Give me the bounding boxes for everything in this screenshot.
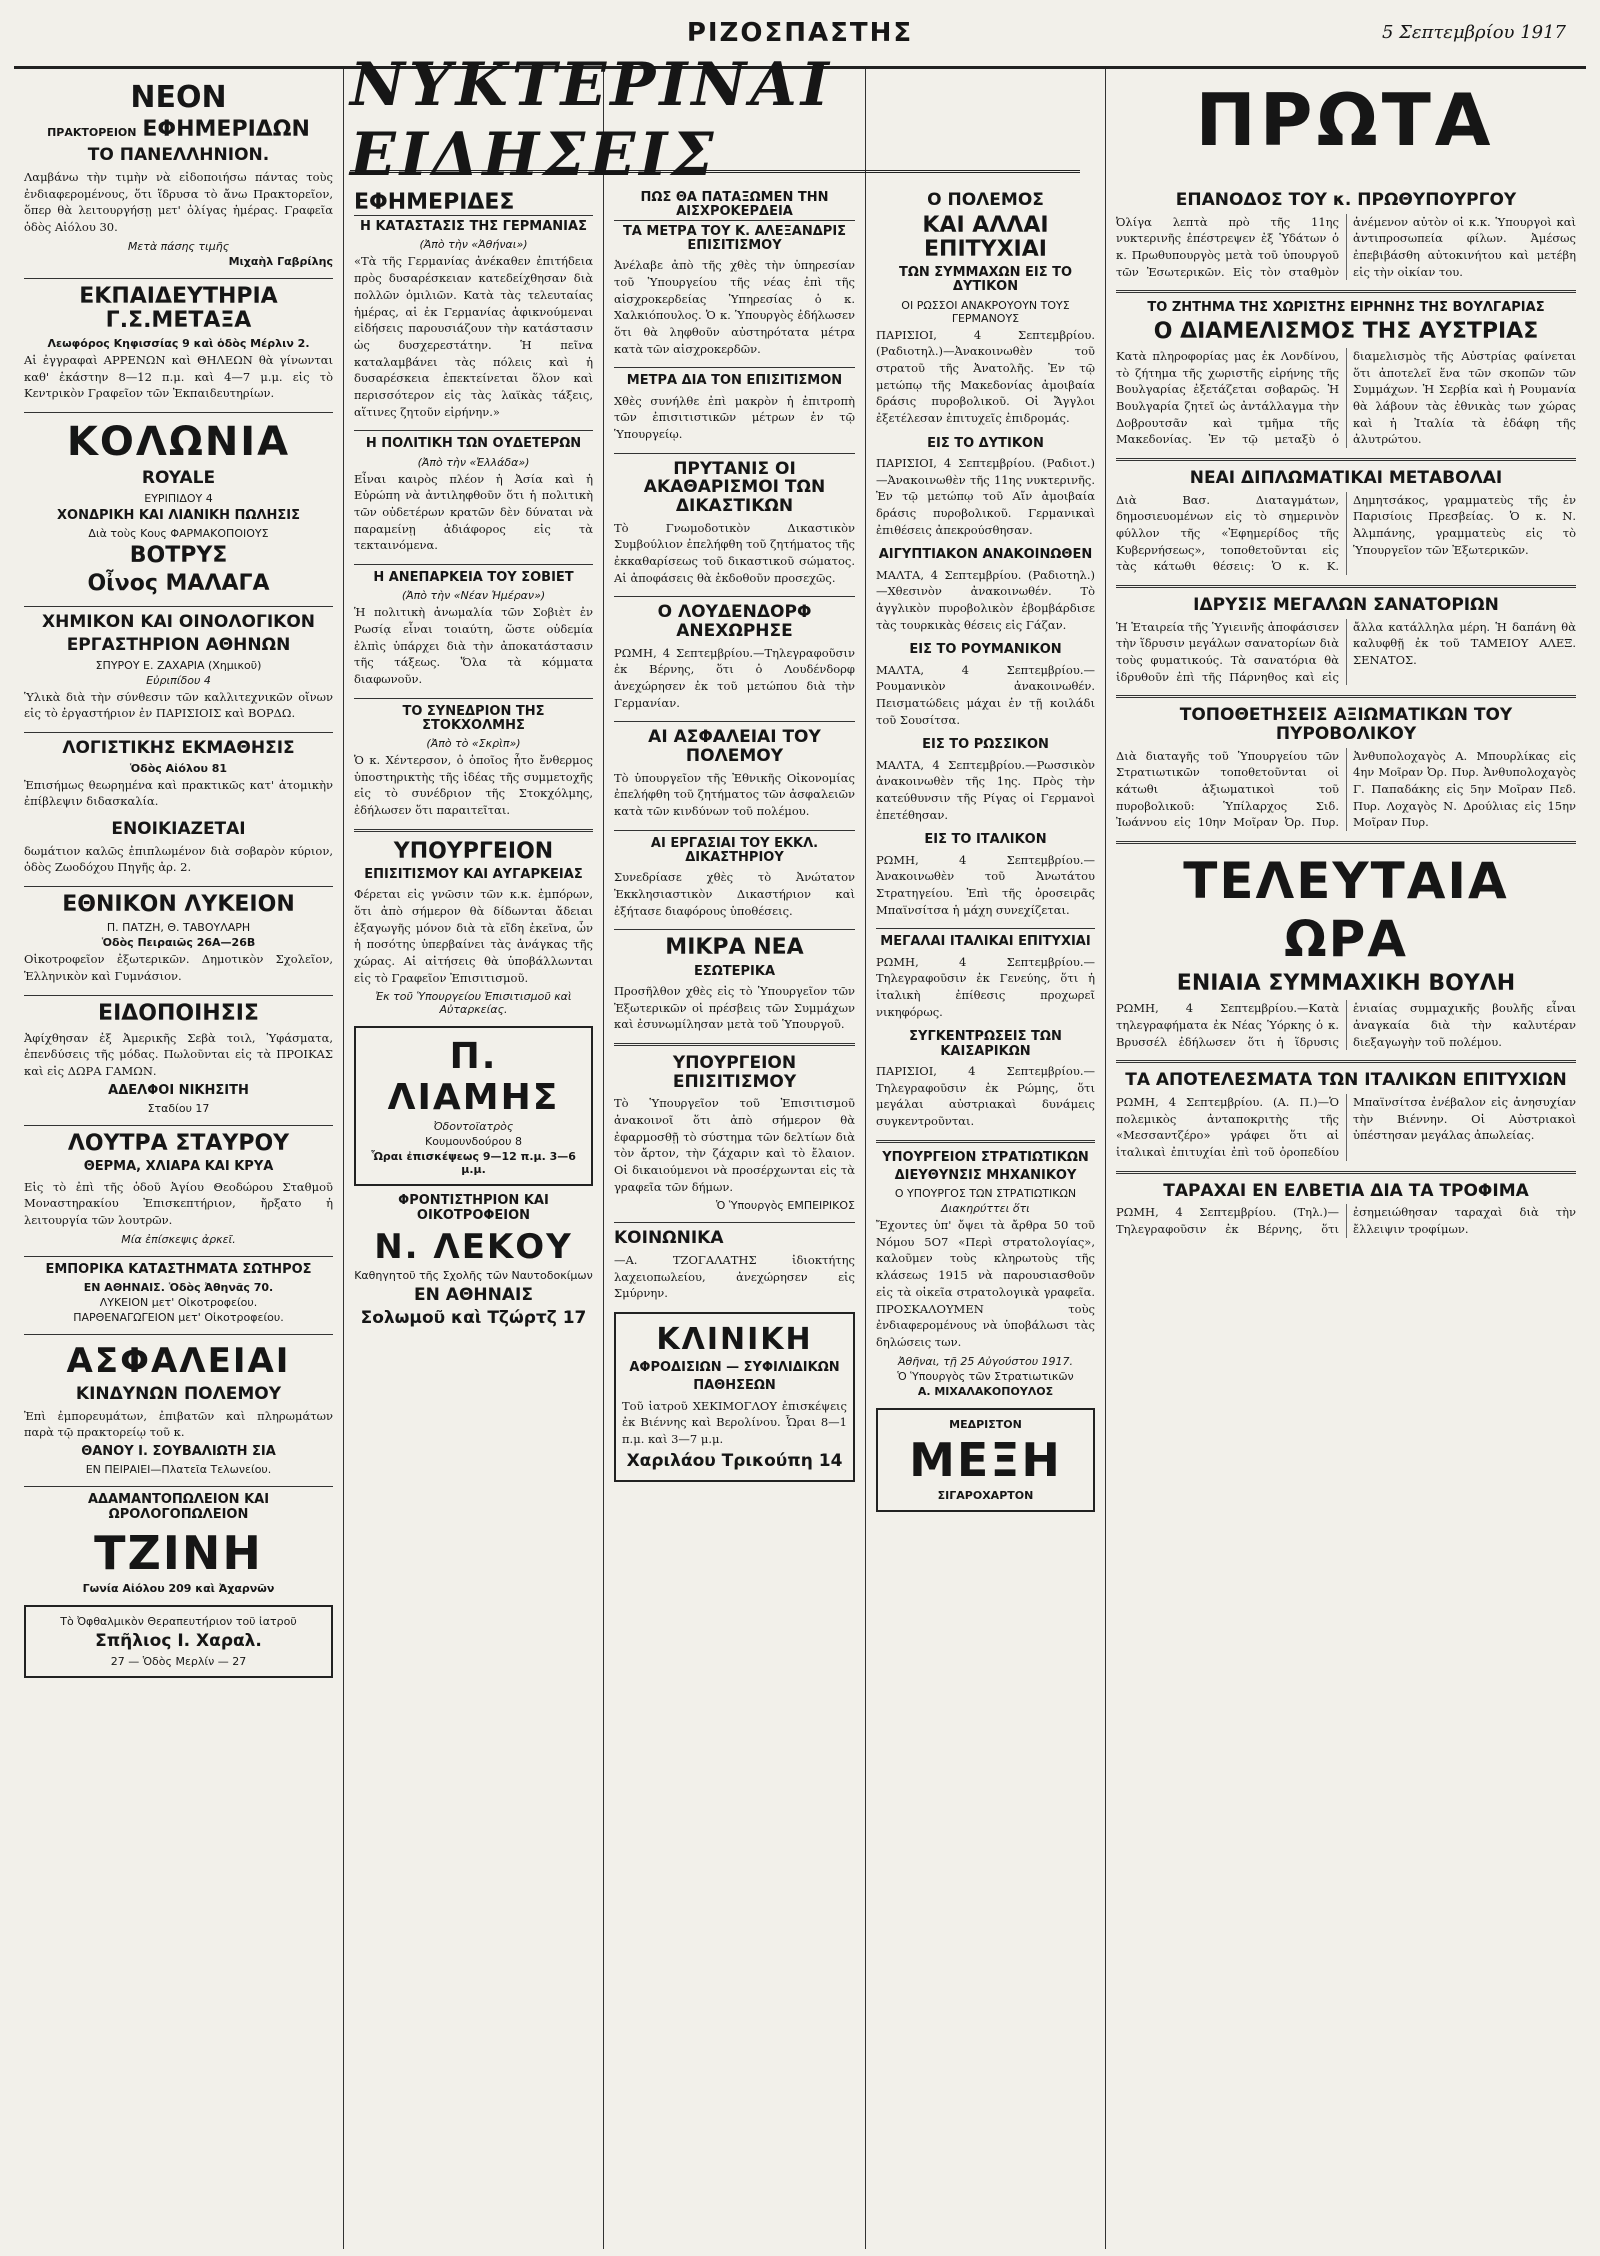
ad-eidopoiisis-body: Ἀφίχθησαν ἐξ Ἀμερικῆς Σεβὰ τοιλ, Ὑφάσματα, ἐπενδύσεις τῆς μόδας. Πωλοῦνται εἰς τὰ ΠΡΟΙΚΑΣ καὶ εἰς ΔΩΡΑ ΓΑΜΩΝ. (24, 1030, 333, 1079)
efimerides-head: ΕΦΗΜΕΡΙΔΕΣ (354, 191, 593, 216)
stratiotikon-sub2: Ο ΥΠΟΥΡΓΟΣ ΤΩΝ ΣΤΡΑΤΙΩΤΙΚΩΝ (894, 1187, 1077, 1201)
ad-kolonia-head: ΚΟΛΩΝΙΑ (66, 418, 291, 465)
article-zitima (1116, 301, 1576, 448)
article-koinonika (614, 1229, 855, 1302)
loudend-head: Ο ΛΟΥΔΕΝΔΟΡΦ ΑΝΕΧΩΡΗΣΕ (657, 602, 812, 641)
sanatoria-head: ΙΔΡΥΣΙΣ ΜΕΓΑΛΩΝ ΣΑΝΑΤΟΡΙΩΝ (1193, 594, 1499, 615)
ad-lekos-name: Ν. ΛΕΚΟΥ (374, 1226, 573, 1267)
ad-soteros-line3: ΠΑΡΘΕΝΑΓΩΓΕΙΟΝ μετ' Οἰκοτροφείου. (73, 1310, 284, 1324)
column-4 (866, 69, 1106, 2249)
ad-chimikon-body: Ὑλικὰ διὰ τὴν σύνθεσιν τῶν καλλιτεχνικῶν οἴνων εἰς τὸ ἐργαστήριον ἐν ΠΑΡΙΣΙΟΙΣ καὶ ΒΟΡΔΩ. (24, 689, 333, 721)
stratiotikon-signer: Α. ΜΙΧΑΛΑΚΟΠΟΥΛΟΣ (917, 1384, 1054, 1398)
teleutaia-head: ΤΕΛΕΥΤΑΙΑ ΩΡΑ (1183, 852, 1509, 969)
stratiotikon-sign: Ὁ Ὑπουργὸς τῶν Στρατιωτικῶν (897, 1369, 1074, 1383)
ypourgeion-sub: ΕΠΙΣΙΤΙΣΜΟΥ ΚΑΙ ΑΥΓΑΡΚΕΙΑΣ (364, 866, 583, 882)
ad-enoik-body: δωμάτιον καλῶς ἐπιπλωμένον διὰ σοβαρὸν κύριον, ὁδὸς Ζωοδόχου Πηγῆς ἀρ. 2. (24, 843, 333, 875)
episitismos-sign: Ὁ Ὑπουργὸς ΕΜΠΕΙΡΙΚΟΣ (716, 1199, 855, 1213)
aigiptiakon-head: ΑΙΓΥΠΤΙΑΚΟΝ ΑΝΑΚΟΙΝΩΘΕΝ (878, 547, 1093, 563)
italikon-head: ΕΙΣ ΤΟ ΙΤΑΛΙΚΟΝ (924, 832, 1047, 848)
article-rossikon (876, 738, 1095, 823)
article-stratiotikon (876, 1151, 1095, 1398)
ad-asfaleiai-sub: ΚΙΝΔΥΝΩΝ ΠΟΛΕΜΟΥ (75, 1383, 282, 1404)
article-diplomatikai (1116, 469, 1576, 575)
ad-liamis-hours: Ὧραι ἐπισκέψεως 9—12 π.μ. 3—6 μ.μ. (371, 1150, 576, 1177)
epanodos-body: Ὀλίγα λεπτὰ πρὸ τῆς 11ης νυκτερινῆς ἐπέστρεψεν ἐξ Ὑδάτων ὁ κ. Πρωθυπουργὸς μετὰ τοῦ ὑπουργοῦ τῶν Ἐσωτερικῶν. Εἰς τὸν σταθμὸν ἀνέμενον αὐτὸν οἱ κ.κ. Ὑπουργοὶ καὶ ἀντιπροσωπεία φίλων. Ἀμέσως ἐπεβιβάσθη αὐτοκινήτου καὶ μετέβη εἰς τὴν οἰκίαν του. (1116, 214, 1576, 279)
rossikon-head: ΕΙΣ ΤΟ ΡΩΣΣΙΚΟΝ (922, 737, 1049, 753)
ad-soteros (24, 1263, 333, 1324)
dytikon-body: ΠΑΡΙΣΙΟΙ, 4 Σεπτεμβρίου. (Ραδιοτ.)—Ἀνακοινωθὲν τῆς 11ης νυκτερινῆς. Ἐν τῷ μετώπῳ τοῦ Αἴν ἀμοιβαία δράσις πυροβολικοῦ. Γερμανικαὶ ἐπιθέσεις ἀπεκρούσθησαν. (876, 455, 1095, 537)
ad-ophth-name: Σπῆλιος Ι. Χαραλ. (95, 1630, 262, 1651)
ad-lekos (354, 1194, 593, 1327)
ad-metaxa-head: ΕΚΠΑΙΔΕΥΤΗΡΙΑ Γ.Σ.ΜΕΤΑΞΑ (79, 283, 278, 333)
synedr-src: (Ἀπὸ τὸ «Σκρὶπ») (426, 737, 521, 751)
oudeteroi-src: (Ἀπὸ τὴν «Ἑλλάδα») (417, 455, 530, 469)
topothetiseis-body: Διὰ διαταγῆς τοῦ Ὑπουργείου τῶν Στρατιωτικῶν τοποθετοῦνται οἱ κάτωθι ἀξιωματικοὶ τοῦ πυροβολικοῦ: Ὑπίλαρχος Σιδ. Ἰωάννου εἰς 10ην Μοῖραν Ὀρ. Πυρ. Ἀνθυπολοχαγὸς Α. Μπουρλίκας εἰς 4ην Μοῖραν Ὀρ. Πυρ. Ἀνθυπολοχαγὸς Γ. Παπαδάκης εἰς 5ην Μοῖραν Πεδ. Πυρ. Λοχαγὸς Ν. Δρούλιας εἰς 15ην Μοῖραν Πυρ. (1116, 748, 1576, 830)
paper-name: ΡΙΖΟΣΠΑΣΤΗΣ (686, 18, 914, 48)
zitima-sub: Ο ΔΙΑΜΕΛΙΣΜΟΣ ΤΗΣ ΑΥΣΤΡΙΑΣ (1153, 318, 1539, 344)
rossikon-body: ΜΑΛΤΑ, 4 Σεπτεμβρίου.—Ρωσσικὸν ἀνακοινωθὲν τῆς 1ης. Πρὸς τὴν κατεύθυνσιν τῆς Ρίγας οἱ Γερμανοὶ ἐπετέθησαν. (876, 757, 1095, 822)
taraxai-body: ΡΩΜΗ, 4 Σεπτεμβρίου. (Τηλ.)—Τηλεγραφοῦσιν ἐκ Βέρνης, ὅτι ἐσημειώθησαν ταραχαὶ διὰ τὴν ἔλλειψιν τροφίμων. (1116, 1205, 1576, 1236)
ad-kliniki-sub2: ΠΑΘΗΣΕΩΝ (693, 1378, 776, 1394)
ad-logistikis (24, 739, 333, 810)
banner-night-news: ΝΥΚΤΕΡΙΝΑΙ ΕΙΔΗΣΕΙΣ (350, 70, 1080, 173)
ad-metaxa (24, 285, 333, 402)
topothetiseis-head: ΤΟΠΟΘΕΤΗΣΕΙΣ ΑΞΙΩΜΑΤΙΚΩΝ ΤΟΥ ΠΥΡΟΒΟΛΙΚΟΥ (1179, 705, 1513, 744)
article-italikon-epityxion (1116, 1071, 1576, 1160)
article-italikon (876, 833, 1095, 918)
column-1 (14, 69, 344, 2249)
ad-tzini-head: ΑΔΑΜΑΝΤΟΠΩΛΕΙΟΝ ΚΑΙ ΩΡΟΛΟΓΟΠΩΛΕΙΟΝ (87, 1492, 270, 1522)
pos-body: Ἀνέλαβε ἀπὸ τῆς χθὲς τὴν ὑπηρεσίαν τοῦ Ὑπουργείου τῆς νέας ἐπὶ τῆς αἰσχροκερδείας Ὑπηρεσίας ὁ κ. Χαλκιόπουλος. Ὁ κ. Ὑπουργὸς ἐδήλωσεν ὅτι θὰ ληφθοῦν αὐστηρότατα μέτρα κατὰ τῶν αἰσχροκερδῶν. (614, 258, 855, 356)
ad-mexi-name: ΜΕΞΗ (909, 1432, 1062, 1487)
ad-metaxa-body: Αἱ ἐγγραφαὶ ΑΡΡΕΝΩΝ καὶ ΘΗΛΕΩΝ θὰ γίνωνται καθ' ἑκάστην 8—12 π.μ. καὶ 4—7 μ.μ. εἰς τὸ Κεντρικὸν Γραφεῖον τῶν Ἐκπαιδευτηρίων. (24, 352, 333, 401)
roumanikon-body: ΜΑΛΤΑ, 4 Σεπτεμβρίου.—Ρουμανικὸν ἀνακοινωθέν. Πεισματώδεις μάχαι ἐν τῇ κοιλάδι τοῦ Σουσίτσα. (876, 662, 1095, 727)
article-sovjet (354, 571, 593, 688)
koinonika-body: —Α. ΤΖΟΓΑΛΑΤΗΣ ἰδιοκτήτης λαχειοπωλείου, ἀνεχώρησεν εἰς Σμύρνην. (614, 1252, 855, 1301)
sovjet-head: Η ΑΝΕΠΑΡΚΕΙΑ ΤΟΥ ΣΟΒΙΕΤ (373, 569, 574, 585)
megalai-body: ΡΩΜΗ, 4 Σεπτεμβρίου.—Τηλεγραφοῦσιν ἐκ Γενεύης, ὅτι ἡ ἰταλικὴ ἐπίθεσις προχωρεῖ νικηφόρως. (876, 954, 1095, 1019)
ad-tzini-addr: Γωνία Αἰόλου 209 καὶ Ἀχαρνῶν (82, 1581, 275, 1595)
ad-soteros-head: ΕΜΠΟΡΙΚΑ ΚΑΤΑΣΤΗΜΑΤΑ ΣΩΤΗΡΟΣ (45, 1261, 312, 1277)
ad-liamis-name: Π. ΛΙΑΜΗΣ (387, 1036, 560, 1119)
ad-asfaleiai-addr: ΕΝ ΠΕΙΡΑΙΕΙ—Πλατεῖα Τελωνείου. (85, 1463, 272, 1477)
article-topothetiseis (1116, 706, 1576, 831)
ad-logistikis-addr: Ὁδὸς Αἰόλου 81 (129, 761, 228, 775)
stratiotikon-sub3: Διακηρύττει ὅτι (941, 1202, 1030, 1216)
oudeteroi-body: Εἶναι καιρὸς πλέον ἡ Ἀσία καὶ ἡ Εὐρώπη νὰ ἀντιληφθοῦν ὅτι ἡ πολιτικὴ τῶν οὐδετέρων κρατῶν δὲν δύναται νὰ παραμείνῃ ἀδιάφορος εἰς τὰ τεκταινόμενα. (354, 471, 593, 553)
ad-ethnikon-head: ΕΘΝΙΚΟΝ ΛΥΚΕΙΟΝ (62, 892, 295, 918)
article-roumanikon (876, 643, 1095, 728)
efimerides-src: (Ἀπὸ τὴν «Ἀθήναι») (419, 238, 528, 252)
ad-loutra-sub: ΘΕΡΜΑ, ΧΛΙΑΡΑ ΚΑΙ ΚΡΥΑ (83, 1159, 274, 1175)
synedr-body: Ὁ κ. Χέντερσον, ὁ ὁποῖος ἦτο ἔνθερμος ὑποστηρικτὴς τῆς ἰδέας τῆς συμμετοχῆς εἰς τὸ συνέδριον τῆς Στοκχόλμης, ἐδήλωσεν ὅτι παραιτεῖται. (354, 753, 593, 818)
ad-tzini (24, 1493, 333, 1595)
sanatoria-body: Ἡ Ἑταιρεία τῆς Ὑγιεινῆς ἀποφάσισεν τὴν ἵδρυσιν μεγάλων σανατορίων διὰ τοὺς φυματικούς. Τὰ σανατόρια θὰ ἱδρυθοῦν ἐπὶ τῆς Πάρνηθος καὶ εἰς ἄλλα κατάλληλα μέρη. Ἡ δαπάνη θὰ καλυφθῇ ἐκ τοῦ ΤΑΜΕΙΟΥ ΑΛΕΞ. ΣΕΝΑΤΟΣ. (1116, 619, 1576, 684)
article-dytikon (876, 437, 1095, 539)
ad-ethnikon-body: Οἰκοτροφεῖον ἐξωτερικῶν. Δημοτικὸν Σχολεῖον, Ἑλληνικὸν καὶ Γυμνάσιον. (24, 952, 333, 983)
ad-ethnikon (24, 893, 333, 985)
diplomatikai-body: Διὰ Βασ. Διαταγμάτων, δημοσιευομένων εἰς τὸ σημερινὸν φύλλον τῆς «Ἐφημερίδος τῆς Κυβερνήσεως», τοποθετοῦνται εἰς τὰς κάτωθι θέσεις: Ὁ κ. Κ. Δημητσάκος, γραμματεὺς τῆς ἐν Παρισίοις Πρεσβείας. Ὁ κ. Ν. Ἀλμπάνης, γραμματεὺς εἰς τὸ Ὑπουργεῖον τῶν Ἐξωτερικῶν. (1116, 492, 1576, 574)
asfaleiai-head: ΑΙ ΑΣΦΑΛΕΙΑΙ ΤΟΥ ΠΟΛΕΜΟΥ (648, 727, 821, 767)
article-aigiptiakon (876, 548, 1095, 633)
article-oudeteroi (354, 437, 593, 554)
ad-chimikon-names: ΣΠΥΡΟΥ Ε. ΖΑΧΑΡΙΑ (Χημικοῦ) (95, 658, 262, 672)
ad-loutra-head: ΛΟΥΤΡΑ ΣΤΑΥΡΟΥ (67, 1131, 290, 1157)
stratiotikon-head: ΥΠΟΥΡΓΕΙΟΝ ΣΤΡΑΤΙΩΤΙΚΩΝ (882, 1149, 1089, 1165)
episitismos-body: Τὸ Ὑπουργεῖον τοῦ Ἐπισιτισμοῦ ἀνακοινοῖ ὅτι ἀπὸ σήμερον θὰ ἐφαρμοσθῇ τὸ σύστημα τῶν δελτίων διὰ τὸν ἄρτον, τὴν ζάχαριν καὶ τὸ ἔλαιον. Οἱ δικαιούμενοι νὰ προσέρχωνται εἰς τὰ γραφεῖα τῶν δήμων. (614, 1096, 855, 1194)
ad-neon-signer: Μιχαὴλ Γαβρίλης (228, 254, 333, 268)
sovjet-src: (Ἀπὸ τὴν «Νέαν Ἡμέραν») (401, 589, 546, 603)
ad-ophth (24, 1605, 333, 1678)
pos-sub: ΤΑ ΜΕΤΡΑ ΤΟΥ Κ. ΑΛΕΞΑΝΔΡΙΣ ΕΠΙΣΙΤΙΣΜΟΥ (622, 223, 847, 253)
megalai-head: ΜΕΓΑΛΑΙ ΙΤΑΛΙΚΑΙ ΕΠΙΤΥΧΙΑΙ (880, 934, 1091, 950)
article-loudend (614, 603, 855, 711)
article-sygkentrosis (876, 1030, 1095, 1129)
polemos-sub: ΚΑΙ ΑΛΛΑΙ ΕΠΙΤΥΧΙΑΙ (922, 212, 1049, 262)
ad-loutra (24, 1132, 333, 1246)
episitismos-head: ΥΠΟΥΡΓΕΙΟΝ ΕΠΙΣΙΤΙΣΜΟΥ (672, 1052, 797, 1092)
article-epanodos (1116, 191, 1576, 280)
ad-lekos-head: ΦΡΟΝΤΙΣΤΗΡΙΟΝ ΚΑΙ ΟΙΚΟΤΡΟΦΕΙΟΝ (398, 1193, 549, 1223)
diplomatikai-head: ΝΕΑΙ ΔΙΠΛΩΜΑΤΙΚΑΙ ΜΕΤΑΒΟΛΑΙ (1189, 467, 1503, 488)
ad-neon (24, 81, 333, 268)
ad-kliniki-body: Τοῦ ἰατροῦ ΧΕΚΙΜΟΓΛΟΥ ἐπισκέψεις ἐκ Βιέννης καὶ Βερολίνου. Ὧραι 8—1 π.μ. καὶ 3—7 μ.μ. (622, 1398, 847, 1446)
ad-soteros-line2: ΛΥΚΕΙΟΝ μετ' Οἰκοτροφείου. (99, 1295, 258, 1309)
ad-kolonia-body: Διὰ τοὺς Κους ΦΑΡΜΑΚΟΠΟΙΟΥΣ (88, 526, 269, 540)
issue-date: 5 Σεπτεμβρίου 1917 (1381, 22, 1566, 43)
columns (14, 69, 1586, 2249)
ad-chimikon-head: ΧΗΜΙΚΟΝ ΚΑΙ ΟΙΝΟΛΟΓΙΚΟΝ (42, 612, 315, 633)
ad-logistikis-head: ΛΟΓΙΣΤΙΚΗΣ ΕΚΜΑΘΗΣΙΣ (62, 738, 295, 759)
efimerides-sub: Η ΚΑΤΑΣΤΑΣΙΣ ΤΗΣ ΓΕΡΜΑΝΙΑΣ (360, 219, 587, 235)
ypourgeion-sign: Ἐκ τοῦ Ὑπουργείου Ἐπισιτισμοῦ καὶ Αὐταρκείας. (375, 990, 572, 1017)
banner-first: ΠΡΩΤΑ (1195, 78, 1495, 162)
ad-mexi-pre: ΜΕΔΡΙΣΤΟΝ (949, 1417, 1022, 1431)
ad-neon-pre: ΠΡΑΚΤΟΡΕΙΟΝ (47, 126, 137, 139)
stratiotikon-body: Ἔχοντες ὑπ' ὄψει τὰ ἄρθρα 50 τοῦ Νόμου 5Ο7 «Περὶ στρατολογίας», καλοῦμεν τοὺς κληρωτοὺς τῆς κλάσεως 1915 νὰ παρουσιασθοῦν εἰς τὰ οἰκεῖα στρατολογικὰ γραφεῖα. ΠΡΟΣΚΑΛΟΥΜΕΝ τοὺς ἐνδιαφερομένους νὰ ὑποβάλωσι τὰς δηλώσεις των. (876, 1218, 1095, 1349)
roumanikon-head: ΕΙΣ ΤΟ ΡΟΥΜΑΝΙΚΟΝ (909, 642, 1062, 658)
ad-neon-title: ΕΦΗΜΕΡΙΔΩΝ (142, 117, 310, 142)
article-taraxai (1116, 1182, 1576, 1238)
ad-kliniki-sub: ΑΦΡΟΔΙΣΙΩΝ — ΣΥΦΙΛΙΔΙΚΩΝ (629, 1359, 840, 1375)
italikon5-head: ΤΑ ΑΠΟΤΕΛΕΣΜΑΤΑ ΤΩΝ ΙΤΑΛΙΚΩΝ ΕΠΙΤΥΧΙΩΝ (1125, 1070, 1567, 1091)
ad-asfaleiai (24, 1341, 333, 1476)
ad-lekos-street: Σολωμοῦ καὶ Τζώρτζ 17 (360, 1307, 587, 1328)
ad-ethnikon-names: Π. ΠΑΤΖΗ, Θ. ΤΑΒΟΥΛΑΡΗ (106, 921, 251, 935)
ad-lekos-sub: Καθηγητοῦ τῆς Σχολῆς τῶν Ναυτοδοκίμων (354, 1268, 593, 1282)
article-metra (614, 374, 855, 442)
mikra-body: Προσῆλθον χθὲς εἰς τὸ Ὑπουργεῖον τῶν Ἐξωτερικῶν οἱ πρέσβεις τῶν Συμμάχων καὶ ἐσυνωμίλησαν μετὰ τοῦ Ὑπουργοῦ. (614, 983, 855, 1032)
article-megalai (876, 935, 1095, 1020)
ad-tzini-name: ΤΖΙΝΗ (94, 1525, 263, 1580)
article-efimerides (354, 191, 593, 420)
zitima-head: ΤΟ ΖΗΤΗΜΑ ΤΗΣ ΧΩΡΙΣΤΗΣ ΕΙΡΗΝΗΣ ΤΗΣ ΒΟΥΛΓΑΡΙΑΣ (1147, 300, 1545, 316)
ad-enoik-head: ΕΝΟΙΚΙΑΖΕΤΑΙ (111, 819, 246, 840)
ad-lekos-addr: ΕΝ ΑΘΗΝΑΙΣ (414, 1284, 533, 1305)
article-ypourgeion (354, 840, 593, 1017)
ad-chimikon-sub: ΕΡΓΑΣΤΗΡΙΟΝ ΑΘΗΝΩΝ (66, 635, 291, 655)
pos-head: ΠΩΣ ΘΑ ΠΑΤΑΞΩΜΕΝ ΤΗΝ ΑΙΣΧΡΟΚΕΡΔΕΙΑ (614, 191, 855, 221)
ad-neon-sub: ΤΟ ΠΑΝΕΛΛΗΝΙΟΝ. (87, 145, 270, 166)
article-polemos (876, 191, 1095, 427)
ad-eidopoiisis-names: ΑΔΕΛΦΟΙ ΝΙΚΗΣΙΤΗ (108, 1082, 249, 1098)
ad-loutra-foot: Μία ἐπίσκεψις ἀρκεῖ. (121, 1232, 236, 1246)
ad-asfaleiai-head: ΑΣΦΑΛΕΙΑΙ (66, 1340, 291, 1381)
epanodos-head: ΕΠΑΝΟΔΟΣ ΤΟΥ κ. ΠΡΩΘΥΠΟΥΡΓΟΥ (1175, 190, 1517, 210)
italikon-body: ΡΩΜΗ, 4 Σεπτεμβρίου.—Ἀνακοινωθὲν τοῦ Ἀνωτάτου Στρατηγείου. Ἐπὶ τῆς ὀροσειρᾶς Μπαϊνσίτσα ἡ μάχη συνεχίζεται. (876, 852, 1095, 917)
article-dikastikon (614, 460, 855, 587)
ergasiai-body: Συνεδρίασε χθὲς τὸ Ἀνώτατον Ἐκκλησιαστικὸν Δικαστήριον καὶ ἐξήτασε διαφόρους ὑποθέσεις. (614, 870, 855, 918)
ad-metaxa-addr: Λεωφόρος Κηφισσίας 9 καὶ ὁδὸς Μέρλιν 2. (47, 336, 310, 350)
teleutaia-sub: ΕΝΙΑΙΑ ΣΥΜΜΑΧΙΚΗ ΒΟΥΛΗ (1176, 971, 1516, 997)
ypourgeion-head: ΥΠΟΥΡΓΕΙΟΝ (393, 838, 554, 864)
ad-mexi-sub: ΣΙΓΑΡΟΧΑΡΤΟΝ (937, 1488, 1034, 1502)
sygkentrosis-body: ΠΑΡΙΣΙΟΙ, 4 Σεπτεμβρίου.—Τηλεγραφοῦσιν ἐκ Ρώμης, ὅτι μεγάλαι αὐστριακαὶ δυνάμεις συγκεντροῦνται. (876, 1063, 1095, 1128)
sovjet-body: Ἡ πολιτικὴ ἀνωμαλία τῶν Σοβιὲτ ἐν Ρωσίᾳ εἶναι τοιαύτη, ὥστε οὐδεμία ἐλπὶς ὑπάρχει διὰ τὴν ἀποκατάστασιν τῆς τάξεως. Ὅλα τὰ κόμματα διαφωνοῦν. (354, 605, 593, 686)
ad-kolonia-brand: ΒΟΤΡΥΣ (129, 542, 228, 568)
ad-eidopoiisis-addr: Σταδίου 17 (147, 1102, 210, 1116)
ad-kliniki (614, 1312, 855, 1482)
column-5 (1106, 69, 1586, 2249)
polemos-sub3: ΟΙ ΡΩΣΣΟΙ ΑΝΑΚΡΟΥΟΥΝ ΤΟΥΣ ΓΕΡΜΑΝΟΥΣ (901, 298, 1070, 325)
ad-neon-sign: Μετὰ πάσης τιμῆς (127, 239, 230, 253)
ad-soteros-line1: ΕΝ ΑΘΗΝΑΙΣ. Ὁδὸς Ἀθηνᾶς 70. (83, 1280, 274, 1294)
column-2 (344, 69, 604, 2249)
efimerides-body: «Τὰ τῆς Γερμανίας ἀνέκαθεν ἐπιτήδεια πρὸς δυσαρέσκειαν κατεδείχθησαν διὰ πολλῶν ὁμιλιῶν. Κατὰ τὰς τελευταίας ἡμέρας, αἱ ἐκ Γερμανίας ἀφικνούμεναι εἰδήσεις παρουσιάζουν τὴν κατάστασιν ὡς δυσχερεστάτην. Ἡ πεῖνα καταλαμβάνει τὰς πόλεις καὶ ἡ δυσαρέσκεια ἐπεκτείνεται ὅλον καὶ περισσότερον εἰς τὰς λαϊκὰς τάξεις, αἵτινες ζητοῦν εἰρήνην.» (354, 254, 593, 419)
mikra-sub: ΕΣΩΤΕΡΙΚΑ (693, 963, 776, 979)
ad-eidopoiisis (24, 1002, 333, 1116)
ad-neon-body: Λαμβάνω τὴν τιμὴν νὰ εἰδοποιήσω πάντας τοὺς ἐνδιαφερομένους, ὅτι ἵδρυσα τὸ ἄνω Πρακτορεῖον, ὅπερ θὰ λειτουργήσῃ μετ' ὀλίγας ἡμέρας. Γραφεῖα ὁδὸς Αἰόλου 30. (24, 169, 333, 234)
italikon5-body: ΡΩΜΗ, 4 Σεπτεμβρίου. (Α. Π.)—Ὁ πολεμικὸς ἀνταποκριτὴς τῆς «Μεσσαντζέρο» γράφει ὅτι αἱ ἰταλικαὶ ἐπιτυχίαι ἐπὶ τοῦ ὀροπεδίου Μπαϊνσίτσα ἐνέβαλον εἰς ἀνησυχίαν τὴν Βιέννην. Οἱ Αὐστριακοὶ ὑπέστησαν μεγάλας ἀπωλείας. (1116, 1094, 1576, 1159)
article-ergasiai (614, 837, 855, 920)
article-teleutaia (1116, 852, 1576, 1050)
ad-liamis (354, 1026, 593, 1186)
ad-ophth-addr: 27 — Ὁδὸς Μερλίν — 27 (110, 1654, 247, 1668)
ad-logistikis-body: Ἐπισήμως θεωρημένα καὶ πρακτικῶς κατ' ἀτομικὴν ἐπίβλεψιν διδασκαλία. (24, 777, 333, 809)
ad-kliniki-addr: Χαριλάου Τρικούπη 14 (626, 1450, 843, 1471)
metra-body: Χθὲς συνήλθε ἐπὶ μακρὸν ἡ ἐπιτροπὴ τῶν ἐπισιτιστικῶν μέτρων ἐν τῷ Ὑπουργείῳ. (614, 393, 855, 441)
mikra-head: ΜΙΚΡΑ ΝΕΑ (665, 935, 804, 961)
dikastikon-head: ΠΡΥΤΑΝΙΣ ΟΙ ΑΚΑΘΑΡΙΣΜΟΙ ΤΩΝ ΔΙΚΑΣΤΙΚΩΝ (643, 458, 826, 516)
ad-neon-head: ΝΕΟΝ (130, 80, 227, 115)
stratiotikon-sub: ΔΙΕΥΘΥΝΣΙΣ ΜΗΧΑΝΙΚΟΥ (894, 1167, 1077, 1183)
dikastikon-body: Τὸ Γνωμοδοτικὸν Δικαστικὸν Συμβούλιον ἐπελήφθη τοῦ ζητήματος τῆς ἐκκαθαρίσεως τοῦ δικαστικοῦ σώματος. Αἱ ἀποφάσεις θὰ ἐκδοθοῦν προσεχῶς. (614, 520, 855, 585)
ergasiai-head: ΑΙ ΕΡΓΑΣΙΑΙ ΤΟΥ ΕΚΚΛ. ΔΙΚΑΣΤΗΡΙΟΥ (650, 835, 819, 866)
dytikon-head: ΕΙΣ ΤΟ ΔΥΤΙΚΟΝ (927, 435, 1044, 451)
ad-eidopoiisis-head: ΕΙΔΟΠΟΙΗΣΙΣ (98, 1000, 259, 1026)
metra-head: ΜΕΤΡΑ ΔΙΑ ΤΟΝ ΕΠΙΣΙΤΙΣΜΟΝ (626, 373, 843, 389)
ad-chimikon (24, 613, 333, 722)
zitima-body: Κατὰ πληροφορίας μας ἐκ Λονδίνου, τὸ ζήτημα τῆς χωριστῆς εἰρήνης τῆς Βουλγαρίας ἐξετάζεται σοβαρῶς. Ἡ Βουλγαρία ζητεῖ ὡς ἀντάλλαγμα τὴν Δοβρουτσᾶν καὶ τμῆμα τῆς Μακεδονίας. Ἐν τῷ μεταξὺ ὁ διαμελισμὸς τῆς Αὐστρίας φαίνεται ὅτι ἀποτελεῖ ἕνα τῶν σκοπῶν τῶν Συμμάχων. Ἡ Σερβία καὶ ἡ Ρουμανία θὰ λάβουν τὰς ἐθνικὰς των χώρας καὶ ἡ Ἰταλία τὰ ἐδάφη τῆς ἀλυτρώτου. (1116, 348, 1576, 447)
ad-mexi (876, 1408, 1095, 1512)
article-synedr (354, 705, 593, 819)
ad-kolonia (24, 419, 333, 596)
sygkentrosis-head: ΣΥΓΚΕΝΤΡΩΣΕΙΣ ΤΩΝ ΚΑΙΣΑΡΙΚΩΝ (909, 1029, 1062, 1059)
ad-ophth-body: Τὸ Ὀφθαλμικὸν Θεραπευτήριον τοῦ ἰατροῦ (60, 1614, 297, 1628)
koinonika-head: ΚΟΙΝΩΝΙΚΑ (614, 1228, 724, 1249)
article-episitismos (614, 1054, 855, 1212)
oudeteroi-head: Η ΠΟΛΙΤΙΚΗ ΤΩΝ ΟΥΔΕΤΕΡΩΝ (365, 436, 582, 452)
ad-kolonia-wine: Οἶνος ΜΑΛΑΓΑ (87, 571, 270, 597)
ypourgeion-body: Φέρεται εἰς γνῶσιν τῶν κ.κ. ἐμπόρων, ὅτι ἀπὸ σήμερον θὰ δίδωνται ἄδειαι ἐξαγωγῆς μόνον διὰ τὰ εἴδη ἐκεῖνα, ὧν ἡ ποσότης ὑπερβαίνει τὰς ἀνάγκας τῆς χώρας. Αἱ αἰτήσεις θὰ ὑποβάλλωνται εἰς τὸ Γραφεῖον Ἐπισιτισμοῦ. (354, 887, 593, 985)
ad-liamis-role: Ὀδοντοϊατρὸς (433, 1120, 514, 1134)
polemos-sub2: ΤΩΝ ΣΥΜΜΑΧΩΝ ΕΙΣ ΤΟ ΔΥΤΙΚΟΝ (898, 265, 1073, 295)
article-mikra (614, 936, 855, 1033)
ad-ethnikon-addr: Ὁδὸς Πειραιῶς 26Α—26Β (101, 936, 256, 950)
taraxai-head: ΤΑΡΑΧΑΙ ΕΝ ΕΛΒΕΤΙΑ ΔΙΑ ΤΑ ΤΡΟΦΙΜΑ (1163, 1180, 1529, 1201)
ad-loutra-body: Εἰς τὸ ἐπὶ τῆς ὁδοῦ Ἀγίου Θεοδώρου Σταθμοῦ Μοναστηρακίου Ἐπισκεπτήριον, ἤρξατο ἡ λειτουργία τῶν λουτρῶν. (24, 1179, 333, 1227)
ad-kliniki-head: ΚΛΙΝΙΚΗ (656, 1321, 813, 1357)
ad-kolonia-sub: ROYALE (141, 467, 216, 488)
aigiptiakon-body: ΜΑΛΤΑ, 4 Σεπτεμβρίου. (Ραδιοτηλ.)—Χθεσινὸν ἀνακοινωθέν. Τὸ ἀγγλικὸν πυροβολικὸν ἐβομβάρδισε τὰς τουρκικὰς θέσεις εἰς Γάζαν. (876, 567, 1095, 632)
loudend-body: ΡΩΜΗ, 4 Σεπτεμβρίου.—Τηλεγραφοῦσιν ἐκ Βέρνης, ὅτι ὁ Λουδένδορφ ἀνεχώρησεν ἐκ τοῦ μετώπου διὰ τὴν Γερμανίαν. (614, 645, 855, 710)
polemos-body: ΠΑΡΙΣΙΟΙ, 4 Σεπτεμβρίου. (Ραδιοτηλ.)—Ἀνακοινωθὲν τοῦ στρατοῦ τῆς Ἀνατολῆς. Ἐν τῷ μετώπῳ τῆς Μακεδονίας ἀμοιβαία δράσις πυροβολικοῦ. Οἱ Ἄγγλοι ἐξετέλεσαν ἐπιτυχεῖς ἐπιδρομάς. (876, 327, 1095, 426)
article-sanatoria (1116, 596, 1576, 685)
stratiotikon-date: Ἀθῆναι, τῇ 25 Αὐγούστου 1917. (897, 1354, 1074, 1368)
ad-chimikon-addr: Εὐριπίδου 4 (146, 673, 211, 687)
asfaleiai-body: Τὸ ὑπουργεῖον τῆς Ἐθνικῆς Οἰκονομίας ἐπελήφθη τοῦ ζητήματος τῶν ἀσφαλειῶν κατὰ τῶν κινδύνων τοῦ πολέμου. (614, 770, 855, 819)
ad-asfaleiai-body: Ἐπὶ ἐμπορευμάτων, ἐπιβατῶν καὶ πληρωμάτων παρὰ τῷ πρακτορείῳ τοῦ κ. (24, 1408, 333, 1440)
article-pos (614, 191, 855, 357)
ad-kolonia-street: ΕΥΡΙΠΙΔΟΥ 4 (144, 491, 213, 505)
ad-liamis-addr: Κουμουνδούρου 8 (425, 1135, 522, 1149)
synedr-head: ΤΟ ΣΥΝΕΔΡΙΟΝ ΤΗΣ ΣΤΟΚΧΟΛΜΗΣ (402, 703, 545, 733)
ad-enoik (24, 820, 333, 876)
teleutaia-body: ΡΩΜΗ, 4 Σεπτεμβρίου.—Κατὰ τηλεγραφήματα ἐκ Νέας Ὑόρκης ὁ κ. Βρυσσέλ ἐδήλωσεν ὅτι ἡ ἵδρυσις ἑνιαίας συμμαχικῆς βουλῆς εἶναι ἀναγκαία διὰ τὴν καλυτέραν διεξαγωγὴν τοῦ πολέμου. (1116, 1001, 1576, 1049)
column-3 (604, 69, 866, 2249)
ad-kolonia-line: ΧΟΝΔΡΙΚΗ ΚΑΙ ΛΙΑΝΙΚΗ ΠΩΛΗΣΙΣ (57, 507, 300, 523)
ad-asfaleiai-names: ΘΑΝΟΥ Ι. ΣΟΥΒΑΛΙΩΤΗ ΣΙΑ (81, 1443, 276, 1459)
polemos-head: Ο ΠΟΛΕΜΟΣ (927, 190, 1044, 210)
article-asfaleiai (614, 728, 855, 819)
